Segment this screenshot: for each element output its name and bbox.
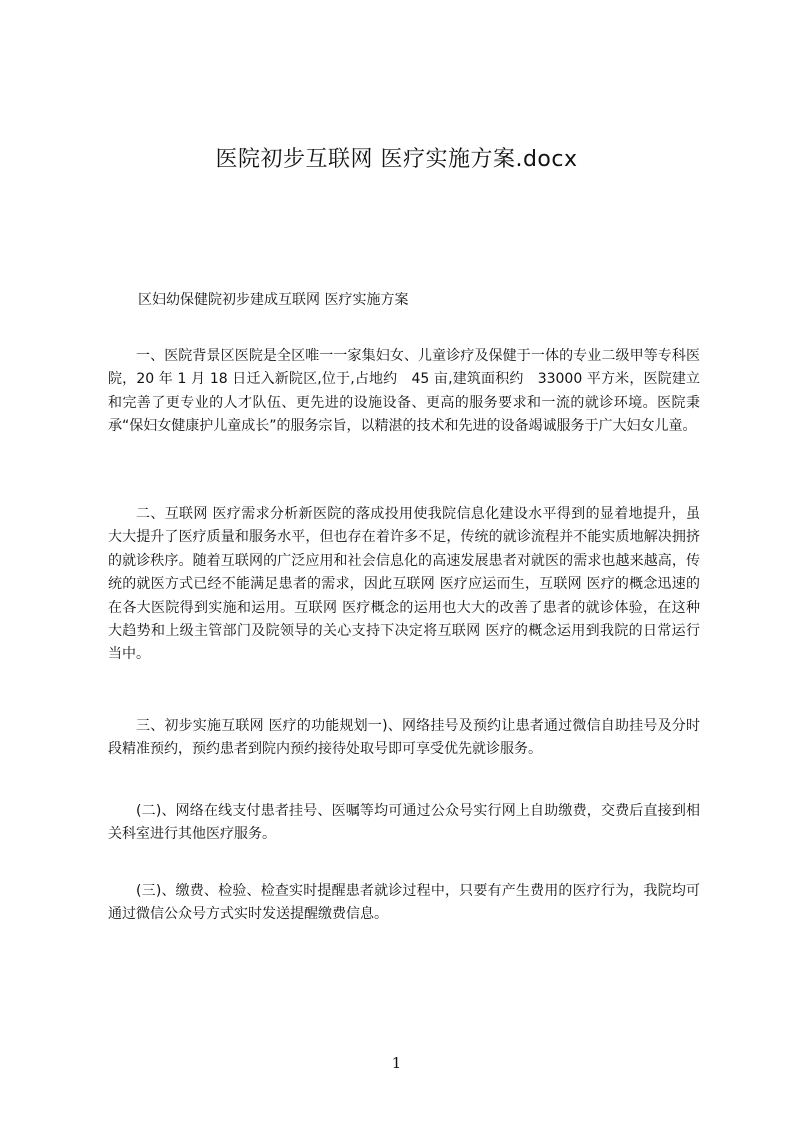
paragraph-background: 一、医院背景区医院是全区唯一一家集妇女、儿童诊疗及保健于一体的专业二级甲等专科医院，20 年 1 月 18 日迁入新院区,位于,占地约 45 亩,建筑面积约 33000 平方米，医院建立和完善了更专业的人才队伍、更先进的设施设备、更高的服务要求和一流的就诊环境。医院秉承“保妇女健康护儿童成长”的服务宗旨，以精湛的技术和先进的设备竭诚服务于广大妇女儿童。 bbox=[108, 348, 700, 435]
paragraph-function-plan: 三、初步实施互联网 医疗的功能规划一)、网络挂号及预约让患者通过微信自助挂号及分时段精准预约，预约患者到院内预约接待处取号即可享受优先就诊服务。 bbox=[108, 718, 700, 758]
paragraph-needs-analysis: 二、互联网 医疗需求分析新医院的落成投用使我院信息化建设水平得到的显着地提升，虽大大提升了医疗质量和服务水平，但也存在着许多不足，传统的就诊流程并不能实质地解决拥挤的就诊秩序。随着互联网的广泛应用和社会信息化的高速发展患者对就医的需求也越来越高，传统的就医方式已经不能满足患者的需求，因此互联网 医疗应运而生，互联网 医疗的概念迅速的在各大医院得到实施和运用。互联网 医疗概念的运用也大大的改善了患者的就诊体验，在这种大趋势和上级主管部门及院领导的关心支持下决定将互联网 医疗的概念运用到我院的日常运行当中。 bbox=[108, 506, 700, 663]
page-number: 1 bbox=[391, 1054, 402, 1072]
document-subtitle: 区妇幼保健院初步建成互联网 医疗实施方案 bbox=[138, 292, 409, 308]
document-title: 医院初步互联网 医疗实施方案.docx bbox=[215, 147, 578, 172]
paragraph-reminders: (三)、缴费、检验、检查实时提醒患者就诊过程中，只要有产生费用的医疗行为，我院均可通过微信公众号方式实时发送提醒缴费信息。 bbox=[108, 883, 700, 923]
paragraph-online-payment: (二)、网络在线支付患者挂号、医嘱等均可通过公众号实行网上自助缴费，交费后直接到相关科室进行其他医疗服务。 bbox=[108, 803, 700, 843]
